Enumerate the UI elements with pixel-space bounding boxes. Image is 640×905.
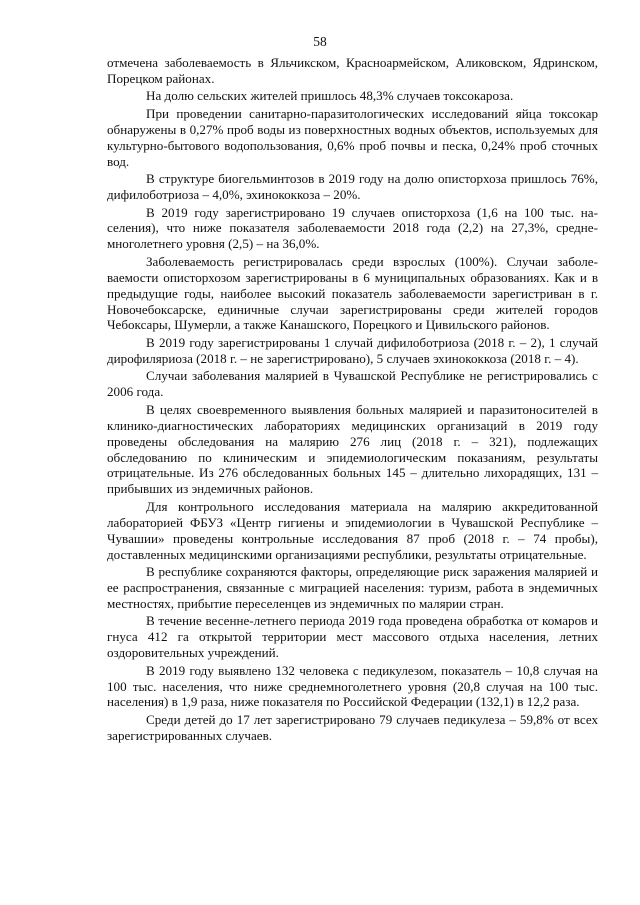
paragraph: В 2019 году выявлено 132 человека с педикулезом, показатель – 10,8 случая на 100 тыс. населения, что ниже среднемноголетнего уровня (20,8 случая на 100 тыс. населения) в 1,9 раза, ниже показателя по Российской Федерации (132,1) в 12,2 раза. [107,662,598,710]
paragraph: Среди детей до 17 лет зарегистрировано 79 случаев педикулеза – 59,8% от всех зарегистрированных случаев. [107,711,598,743]
body-text [107,55,598,745]
paragraph: Заболеваемость регистрировалась среди взрослых (100%). Случаи заболеваемости описторхозом зарегистрированы в 6 муниципальных образованиях. Как и в предыдущие годы, наиболее высокий показатель заболеваемости зарегистриван в г. Новочебоксарске, единичные случаи зарегистрированы среди жителей городов Чебоксары, Шумерли, а также Канашского, Порецкого и Цивильского районов. [107,253,598,333]
paragraph: В течение весенне-летнего периода 2019 года проведена обработка от комаров и гнуса 412 га открытой территории мест массового отдыха населения, летних оздоровительных учреждений. [107,613,598,661]
paragraph: Случаи заболевания малярией в Чувашской Республике не регистрировались с 2006 года. [107,368,598,400]
paragraph: На долю сельских жителей пришлось 48,3% случаев токсокароза. [146,88,514,104]
paragraph: Для контрольного исследования материала на малярию аккредитованной лабораторией ФБУЗ «Центр гигиены и эпидемиологии в Чувашской Республике – Чувашии» проведены контрольные исследования 87 проб (2018 г. – 74 пробы), доставленных медицинскими организациями республики, результаты отрицательные. [107,498,598,562]
paragraph: В республике сохраняются факторы, определяющие риск заражения малярией и ее распространения, связанные с миграцией населения: туризм, работа в эндемичных местностях, прибытие переселенцев из эндемичных по малярии стран. [107,564,598,611]
paragraph: отмечена заболеваемость в Яльчикском, Красноармейском, Аликовском, Ядринском, Порецком районах. [107,55,598,86]
paragraph: В 2019 году зарегистрированы 1 случай дифилоботриоза (2018 г. – 2), 1 случай дирофиляриоза (2018 г. – не зарегистрировано), 5 случаев эхинококкоза (2018 г. – 4). [107,334,598,366]
page-number: 58 [313,34,327,49]
paragraph: В 2019 году зарегистрировано 19 случаев описторхоза (1,6 на 100 тыс. населения), что ниже показателя заболеваемости 2018 года (2,2) на 27,3%, среднемноголетнего уровня (2,5) – на 36,0%. [107,204,598,252]
paragraph: В целях своевременного выявления больных малярией и паразитоносителей в клинико-диагностических лабораториях медицинских организаций в 2019 году проведены обследования на малярию 276 лиц (2018 г. – 321), подлежащих обследованию по клиническим и эпидемиологическим показаниям, результаты отрицательные. Из 276 обследованных больных 145 – длительно лихорадящих, 131 – прибывших из эндемичных районов. [107,401,598,497]
paragraph: В структуре биогельминтозов в 2019 году на долю описторхоза пришлось 76%, дифилоботриоза – 4,0%, эхинококкоза – 20%. [107,171,598,203]
paragraph: При проведении санитарно-паразитологических исследований яйца токсокар обнаружены в 0,27% проб воды из поверхностных водных объектов, используемых для культурно-бытового водопользования, 0,6% проб почвы и песка, 0,24% проб сточных вод. [107,105,598,169]
